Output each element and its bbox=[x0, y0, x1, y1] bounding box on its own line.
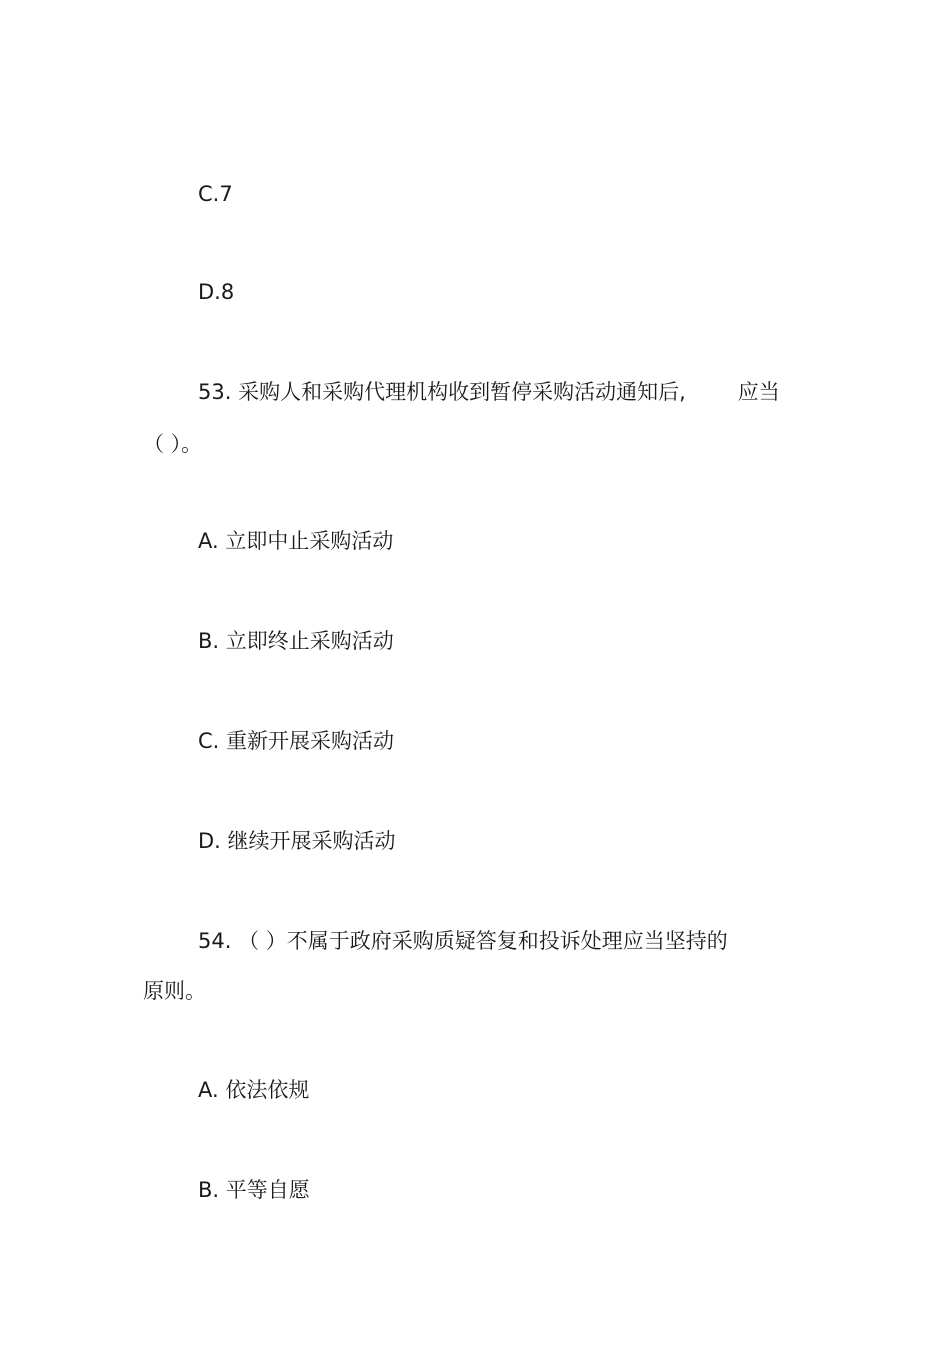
q53-option-b: B. 立即终止采购活动 bbox=[198, 629, 394, 653]
q53-option-c: C. 重新开展采购活动 bbox=[198, 729, 395, 753]
q54-stem-line1: 54. （ ）不属于政府采购质疑答复和投诉处理应当坚持的 bbox=[198, 929, 728, 953]
q53-stem-tail: 应当 bbox=[737, 380, 780, 404]
q53-stem-text: 53. 采购人和采购代理机构收到暂停采购活动通知后, bbox=[198, 380, 686, 404]
q53-option-d: D. 继续开展采购活动 bbox=[198, 829, 396, 853]
q53-stem-line1 bbox=[198, 378, 780, 406]
q53-stem-line2: （ ）。 bbox=[143, 432, 203, 456]
q54-stem-line2: 原则。 bbox=[143, 979, 206, 1003]
q54-option-a: A. 依法依规 bbox=[198, 1078, 310, 1102]
q52-option-c: C.7 bbox=[198, 182, 233, 206]
q53-option-a: A. 立即中止采购活动 bbox=[198, 529, 394, 553]
q54-option-b: B. 平等自愿 bbox=[198, 1178, 310, 1202]
q52-option-d: D.8 bbox=[198, 280, 235, 304]
